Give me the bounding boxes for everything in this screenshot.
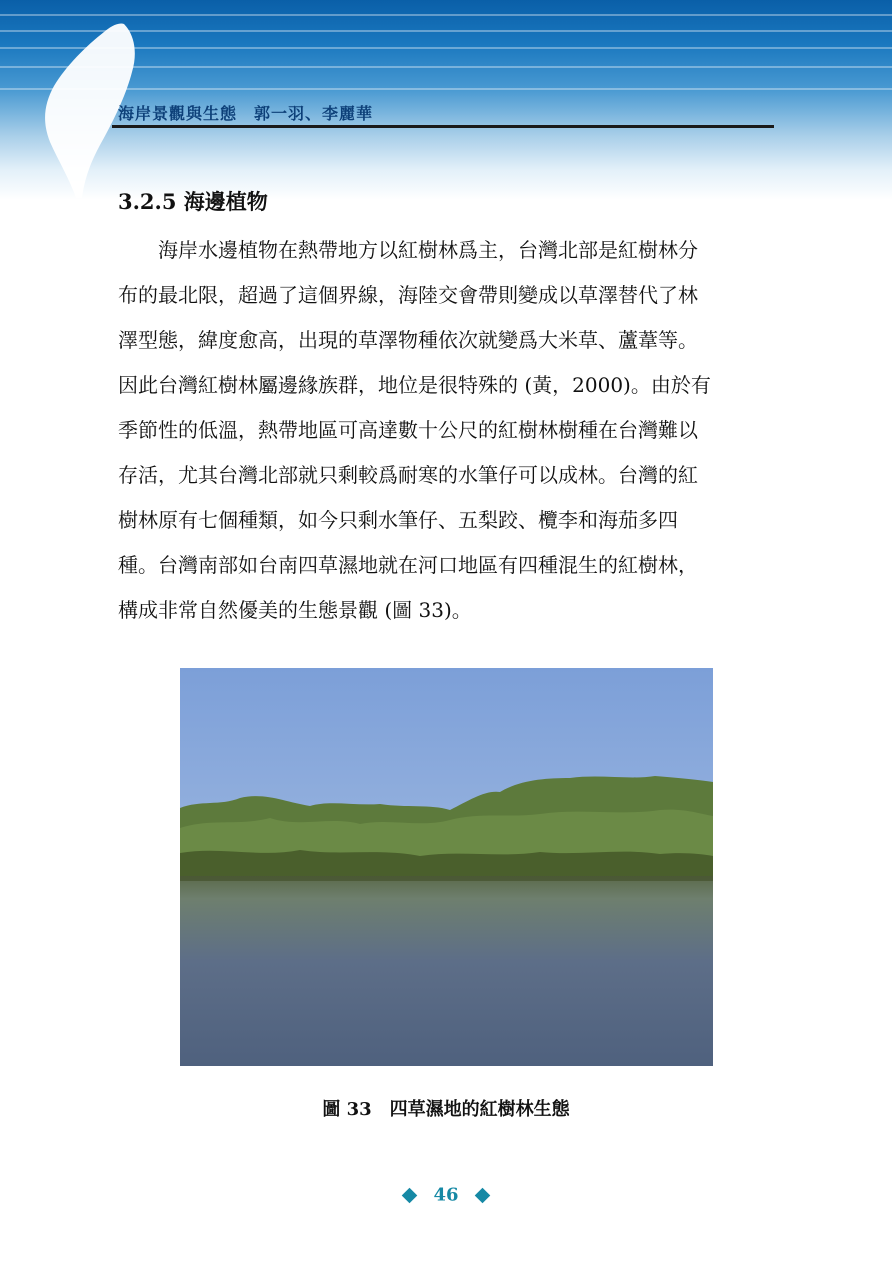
body-line: 季節性的低溫，熱帶地區可高達數十公尺的紅樹林樹種在台灣難以 — [118, 418, 698, 442]
body-line: 海岸水邊植物在熱帶地方以紅樹林爲主，台灣北部是紅樹林分 — [118, 238, 698, 262]
body-line: 因此台灣紅樹林屬邊緣族群，地位是很特殊的 (黃，2000)。由於有 — [118, 373, 711, 397]
header-ocean-banner — [0, 0, 892, 200]
body-paragraph — [118, 228, 776, 633]
body-line: 種。台灣南部如台南四草濕地就在河口地區有四種混生的紅樹林， — [118, 553, 698, 577]
body-line: 布的最北限，超過了這個界線，海陸交會帶則變成以草澤替代了林 — [118, 283, 698, 307]
page-number: 46 — [433, 1184, 459, 1206]
diamond-icon — [474, 1187, 490, 1203]
section-heading: 3.2.5 海邊植物 — [118, 189, 268, 214]
page-footer — [0, 1184, 892, 1206]
taiwan-island-icon — [0, 0, 892, 200]
diamond-icon — [402, 1187, 418, 1203]
figure-caption: 圖 33 四草濕地的紅樹林生態 — [322, 1099, 570, 1120]
mangrove-photo — [180, 668, 713, 1066]
body-line: 構成非常自然優美的生態景觀 (圖 33)。 — [118, 598, 472, 622]
running-header-title: 海岸景觀與生態 郭一羽、李麗華 — [118, 104, 374, 123]
header-rule — [112, 125, 774, 128]
body-line: 存活，尤其台灣北部就只剩較爲耐寒的水筆仔可以成林。台灣的紅 — [118, 463, 698, 487]
body-line: 澤型態，緯度愈高，出現的草澤物種依次就變爲大米草、蘆葦等。 — [118, 328, 698, 352]
body-line: 樹林原有七個種類，如今只剩水筆仔、五梨跤、欖李和海茄多四 — [118, 508, 678, 532]
